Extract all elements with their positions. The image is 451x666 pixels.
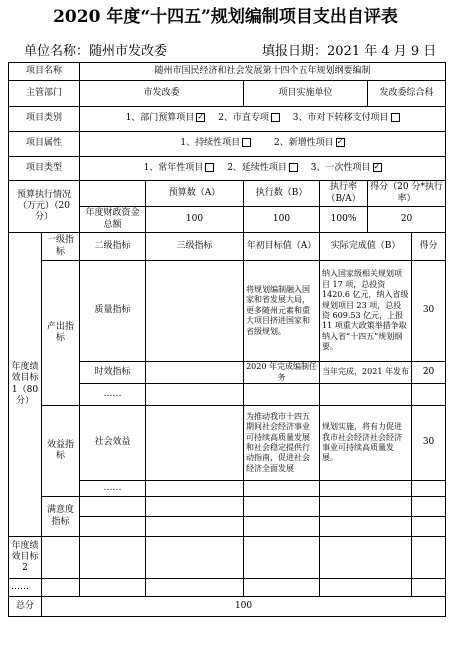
category-options — [80, 107, 446, 132]
project-name-value: 随州市国民经济和社会发展第十四个五年规划纲要编制 — [80, 63, 446, 81]
social-level3 — [146, 406, 244, 481]
header-level3: 三级指标 — [146, 233, 244, 261]
social-name: 社会效益 — [80, 406, 146, 481]
budget-label: 预算执行情况（万元）（20 分） — [9, 181, 80, 233]
fill-date: 填报日期：2021 年 4 月 9 日 — [262, 44, 437, 59]
timely-target: 2020 年完成编制任务 — [244, 362, 320, 384]
score-header: 得分（20 分*执行率） — [368, 181, 446, 207]
impl-unit-value: 发改委综合科 — [368, 81, 446, 107]
social-actual: 规划实施，将有力促进我市社会经济社会经济事业可持续高质量发展。 — [320, 406, 412, 481]
unit-name: 单位名称：随州市发改委 — [24, 44, 168, 59]
timely-name: 时效指标 — [80, 362, 146, 384]
budget-value: 100 — [146, 207, 244, 233]
quality-name: 质量指标 — [80, 261, 146, 362]
exec-value: 100 — [244, 207, 320, 233]
impl-unit-label: 项目实施单位 — [244, 81, 368, 107]
benefit-label: 效益指标 — [42, 406, 80, 497]
type-opt3: 3、一次性项目 — [310, 162, 371, 173]
exec-header: 执行数（B） — [244, 181, 320, 207]
timely-score: 20 — [412, 362, 446, 384]
quality-level3 — [146, 261, 244, 362]
social-score: 30 — [412, 406, 446, 481]
page-title: 2020 年度“十四五”规划编制项目支出自评表 — [53, 7, 398, 27]
category-opt3: 3、市对下转移支付项目 — [292, 113, 389, 124]
attr-opt2: 2、新增性项目 — [273, 138, 334, 149]
category-opt2-checkbox[interactable] — [271, 113, 280, 122]
budget-blank — [80, 181, 146, 207]
type-options — [80, 157, 446, 181]
output-ellipsis: …… — [80, 384, 146, 406]
category-opt1-checkbox[interactable] — [196, 113, 205, 122]
evaluation-table — [8, 62, 446, 617]
budget-header: 预算数（A） — [146, 181, 244, 207]
header-level2: 二级指标 — [80, 233, 146, 261]
attr-opt2-checkbox[interactable] — [336, 138, 345, 147]
dept-label: 主管部门 — [9, 81, 80, 107]
quality-actual: 纳入国家级相关规划项目 17 项，总投资 1420.6 亿元，纳入省级规划项目 23 项，总投资 609.53 亿元，上报 11 项重大政策举措争取纳入省“十四五”规划纲要。 — [320, 261, 412, 362]
header-score: 得分 — [412, 233, 446, 261]
total-label: 总分 — [9, 597, 42, 617]
quality-target: 将规划编制融入国家和省发展大局，更多随州元素和重大项目挤进国家和省级规划。 — [244, 261, 320, 362]
attr-label: 项目属性 — [9, 132, 80, 157]
category-label: 项目类别 — [9, 107, 80, 132]
type-opt2: 2、延续性项目 — [227, 162, 287, 173]
dept-value: 市发改委 — [80, 81, 244, 107]
rate-value: 100% — [320, 207, 368, 233]
type-opt1: 1、常年性项目 — [143, 162, 204, 173]
fund-total-label: 年度财政资金总额 — [80, 207, 146, 233]
category-opt3-checkbox[interactable] — [391, 113, 400, 122]
social-target: 为推动我市十四五期间社会经济事业可持续高质量发展和社会稳定提供行动指南，促进社会经济全面发展 — [244, 406, 320, 481]
perf2-label: 年度绩效目标 2 — [9, 537, 42, 579]
perf1-label: 年度绩效目标 1（80 分） — [9, 233, 42, 537]
satisfaction-label: 满意度指标 — [42, 497, 80, 537]
bottom-ellipsis: …… — [9, 579, 42, 597]
category-opt1: 1、部门预算项目 — [125, 113, 195, 124]
quality-score: 30 — [412, 261, 446, 362]
type-opt2-checkbox[interactable] — [289, 163, 298, 172]
rate-header: 执行率（B/A） — [320, 181, 368, 207]
header-target: 年初目标值（A） — [244, 233, 320, 261]
project-name-label: 项目名称 — [9, 63, 80, 81]
timely-actual: 当年完成，2021 年发布 — [320, 362, 412, 384]
header-level1: 一级指标 — [42, 233, 80, 261]
header-actual: 实际完成值（B） — [320, 233, 412, 261]
type-opt3-checkbox[interactable] — [373, 163, 382, 172]
attr-opt1-checkbox[interactable] — [242, 138, 251, 147]
category-opt2: 2、市直专项 — [218, 113, 269, 124]
budget-score-value: 20 — [368, 207, 446, 233]
type-label: 项目类型 — [9, 157, 80, 181]
type-opt1-checkbox[interactable] — [205, 163, 214, 172]
output-label: 产出指标 — [42, 261, 80, 406]
attr-options — [80, 132, 446, 157]
total-value: 100 — [42, 597, 446, 617]
timely-level3 — [146, 362, 244, 384]
benefit-ellipsis: …… — [80, 481, 146, 497]
attr-opt1: 1、持续性项目 — [180, 138, 241, 149]
